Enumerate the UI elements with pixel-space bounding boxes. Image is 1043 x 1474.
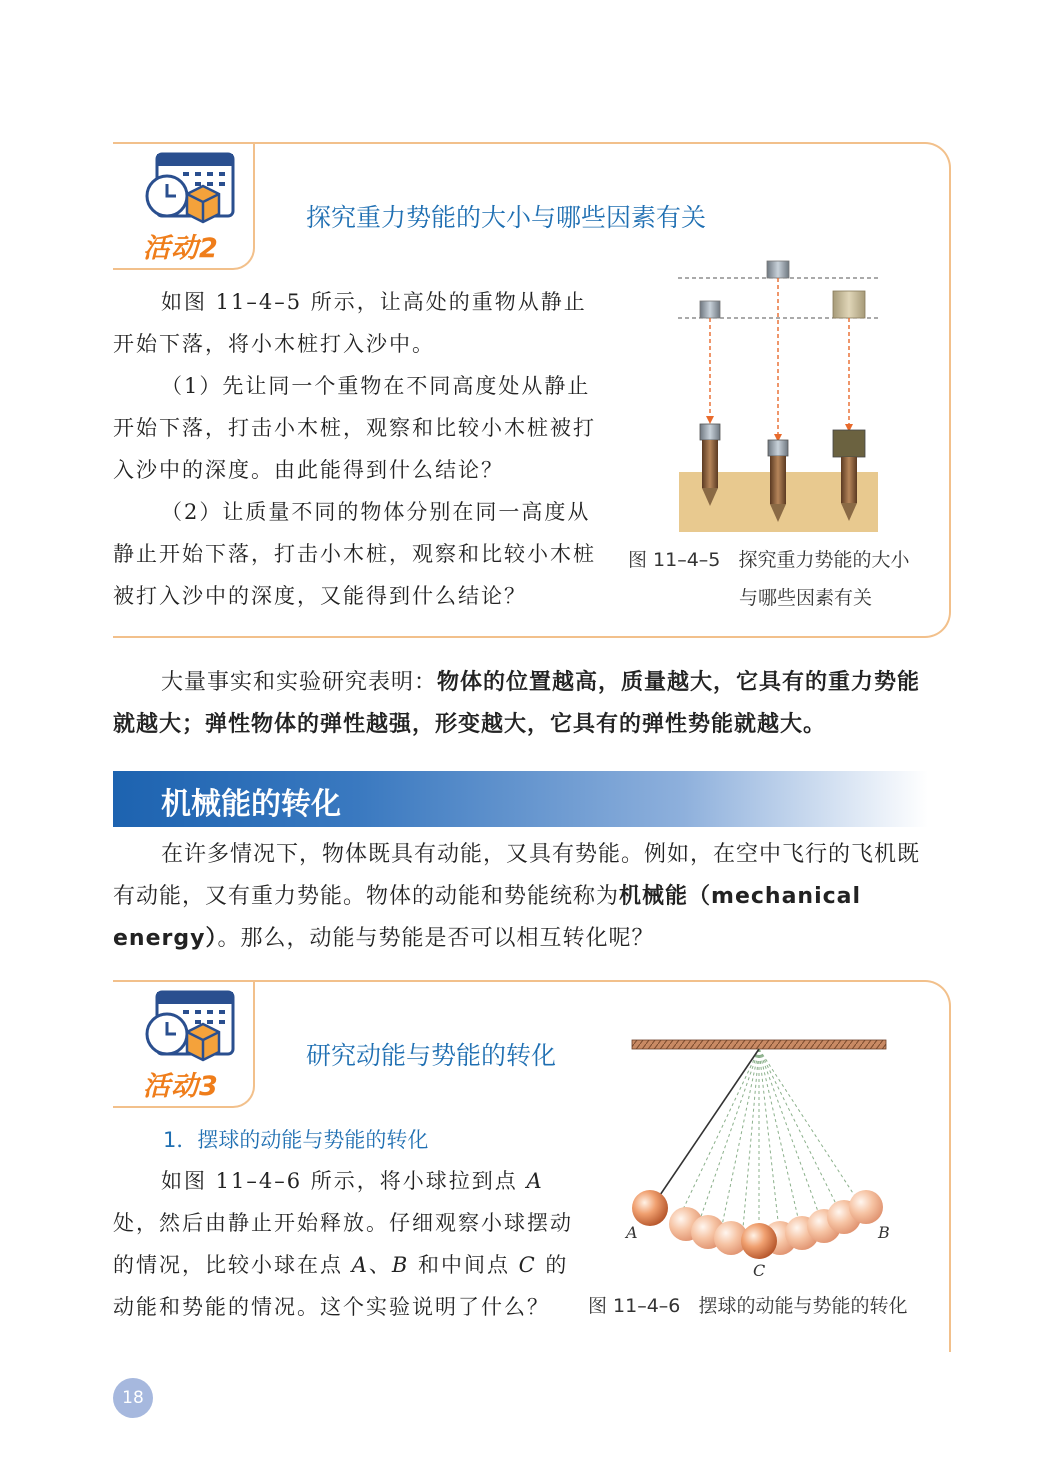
pendulum-string <box>656 1049 759 1201</box>
activity3-text-1: 如图 11–4–6 所示，将小球拉到点 <box>161 1169 527 1193</box>
calendar-clock-icon <box>143 148 239 224</box>
section-text-2: 。那么，动能与势能是否可以相互转化呢？ <box>217 926 655 951</box>
weight-high <box>767 261 789 278</box>
page-number: 18 <box>113 1378 153 1418</box>
mechanical-energy-term: 机械能（mechanical energy） <box>113 884 862 951</box>
figure-11-4-5-caption-line1: 探究重力势能的大小 <box>738 549 910 571</box>
activity3-title: 研究动能与势能的转化 <box>306 1041 557 1070</box>
conclusion-lead: 大量事实和实验研究表明： <box>161 670 438 695</box>
ball-at-a <box>632 1190 668 1226</box>
point-c-ref: C <box>518 1253 537 1277</box>
activity2-title: 探究重力势能的大小与哪些因素有关 <box>306 203 707 232</box>
activity3-text-4: 和中间点 <box>409 1253 519 1277</box>
label-c: C <box>753 1261 766 1280</box>
activity3-label: 活动3 <box>143 1071 219 1102</box>
activity2-badge <box>113 142 255 270</box>
conclusion-bold: 物体的位置越高，质量越大，它具有的重力势能就越大；弹性物体的弹性越强，形变越大，它具有的弹性势能就越大。 <box>113 670 921 737</box>
point-a-ref: A <box>526 1169 544 1193</box>
figure-11-4-6-caption-text: 摆球的动能与势能的转化 <box>698 1295 908 1317</box>
figure-11-4-5-caption <box>628 541 948 617</box>
section-paragraph <box>113 834 933 960</box>
activity3-text-3: 、 <box>368 1253 392 1277</box>
figure-11-4-5-caption-line2: 与哪些因素有关 <box>739 587 873 609</box>
activity2-step1: （1）先让同一个重物在不同高度处从静止开始下落，打击小木桩，观察和比较小木桩被打入沙中的深度。由此能得到什么结论？ <box>113 374 596 482</box>
activity2-text <box>113 281 598 617</box>
activity3-subhead: 1．摆球的动能与势能的转化 <box>163 1128 429 1152</box>
section-text-1: 在许多情况下，物体既具有动能，又具有势能。例如，在空中飞行的飞机既有动能，又有重力势能。物体的动能和势能统称为 <box>113 842 921 909</box>
figure-11-4-6-caption <box>588 1287 933 1325</box>
weight-heavy <box>833 291 865 318</box>
ceiling <box>632 1040 886 1049</box>
calendar-clock-icon <box>143 986 239 1062</box>
label-b: B <box>878 1223 890 1242</box>
point-b-ref: B <box>391 1253 410 1277</box>
section-title: 机械能的转化 <box>161 787 341 822</box>
figure-11-4-5-number: 图 11–4–5 <box>628 549 721 571</box>
activity3-text-2: 处，然后由静止开始释放。仔细观察小球摆动的情况，比较小球在点 <box>113 1211 573 1277</box>
conclusion-paragraph <box>113 662 933 746</box>
figure-11-4-5 <box>676 258 881 534</box>
figure-11-4-6 <box>616 1036 896 1284</box>
label-a: A <box>626 1223 638 1242</box>
activity2-intro: 如图 11–4–5 所示，让高处的重物从静止开始下落，将小木桩打入沙中。 <box>113 290 587 356</box>
activity3-badge <box>113 980 255 1108</box>
figure-11-4-6-number: 图 11–4–6 <box>588 1295 681 1317</box>
section-heading-bar <box>113 771 928 827</box>
ball-at-c <box>741 1223 777 1259</box>
activity2-label: 活动2 <box>143 233 219 264</box>
activity3-text <box>113 1160 573 1328</box>
point-a-ref-2: A <box>351 1253 369 1277</box>
activity2-step2: （2）让质量不同的物体分别在同一高度从静止开始下落，打击小木桩，观察和比较小木桩被打入沙中的深度，又能得到什么结论？ <box>113 500 596 608</box>
weight-low <box>700 301 720 318</box>
activity3-text-5: 的动能和势能的情况。这个实验说明了什么？ <box>113 1253 569 1319</box>
